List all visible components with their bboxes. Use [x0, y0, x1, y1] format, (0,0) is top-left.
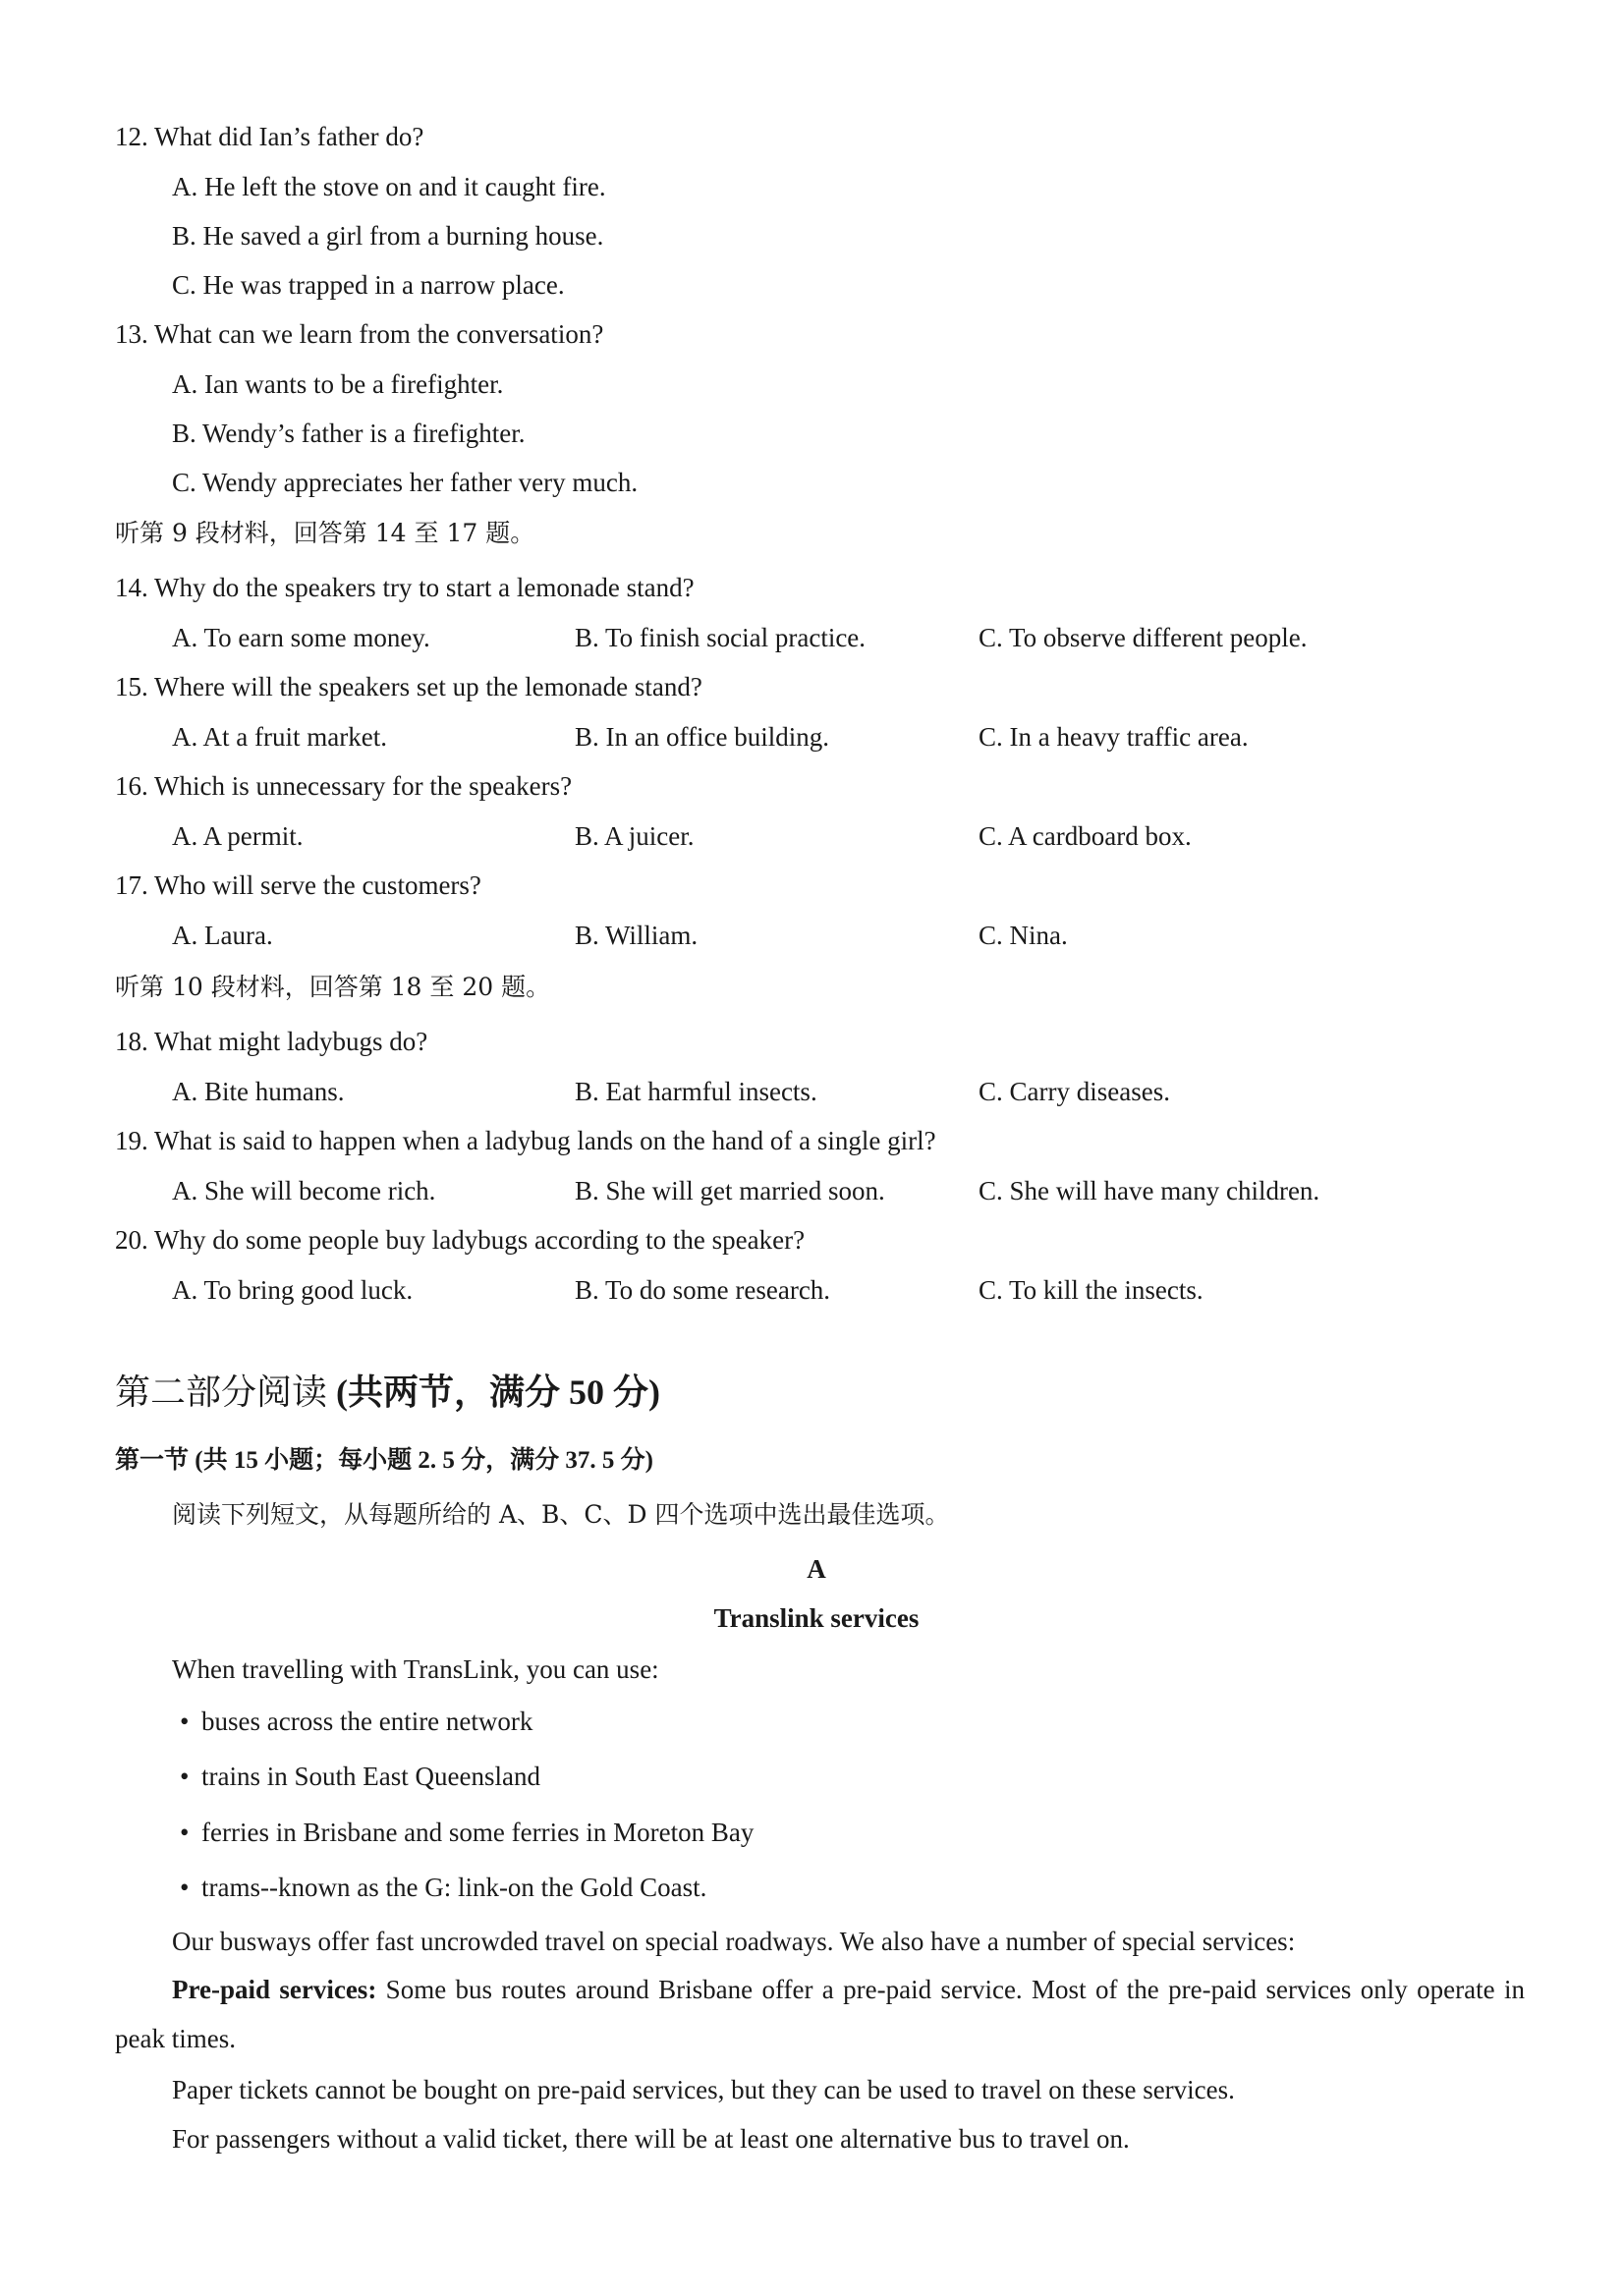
passage-letter: A: [807, 1554, 826, 1584]
question-19-option-a: A. She will become rich.: [172, 1176, 436, 1205]
prepaid-text: Some bus routes around Brisbane offer a pre-paid service. Most of the pre-paid services only operate in peak times.: [115, 1975, 1525, 2053]
question-15-option-a: A. At a fruit market.: [172, 722, 387, 752]
question-13-stem: 13. What can we learn from the conversation?: [115, 319, 604, 349]
bullet-dot: •: [180, 1707, 190, 1736]
part-two-paren-close: 分): [604, 1372, 661, 1412]
busways-paragraph: Our busways offer fast uncrowded travel on special roadways. We also have a number of special services:: [172, 1927, 1296, 1956]
question-14-option-c: C. To observe different people.: [979, 623, 1308, 652]
bullet-item: [180, 1816, 754, 1849]
bullet-item: [180, 1760, 540, 1793]
section-one-heading: [115, 1443, 653, 1478]
bullet-dot: •: [180, 1818, 190, 1847]
section-one-total: 37. 5: [565, 1447, 615, 1474]
paper-tickets-paragraph: Paper tickets cannot be bought on pre-paid services, but they can be used to travel on these services.: [172, 2075, 1235, 2104]
question-17-option-c: C. Nina.: [979, 921, 1068, 950]
part-two-heading: [115, 1370, 660, 1416]
question-13-option-a: A. Ian wants to be a firefighter.: [172, 369, 504, 399]
question-14-stem: 14. Why do the speakers try to start a lemonade stand?: [115, 573, 695, 602]
section-10-instruction: 听第 10 段材料，回答第 18 至 20 题。: [115, 973, 551, 1001]
bullet-text: buses across the entire network: [201, 1707, 533, 1736]
question-15-stem: 15. Where will the speakers set up the lemonade stand?: [115, 672, 702, 701]
question-12-option-b: B. He saved a girl from a burning house.: [172, 221, 604, 251]
question-20-option-c: C. To kill the insects.: [979, 1275, 1203, 1305]
section-one-mid1: 小题；每小题: [257, 1447, 419, 1474]
question-14-option-b: B. To finish social practice.: [575, 623, 867, 652]
question-15-option-c: C. In a heavy traffic area.: [979, 722, 1249, 752]
question-15-option-b: B. In an office building.: [575, 722, 829, 752]
question-16-stem: 16. Which is unnecessary for the speakers?: [115, 771, 573, 801]
question-18-option-b: B. Eat harmful insects.: [575, 1077, 817, 1106]
question-19-stem: 19. What is said to happen when a ladybug lands on the hand of a single girl?: [115, 1126, 936, 1155]
section-one-label: 第一节: [115, 1447, 190, 1474]
question-18-option-c: C. Carry diseases.: [979, 1077, 1170, 1106]
passage-title: Translink services: [713, 1603, 920, 1633]
bullet-item: [180, 1705, 532, 1738]
section-one-count: 15: [233, 1447, 258, 1474]
passage-intro: When travelling with TransLink, you can use:: [172, 1654, 659, 1684]
part-two-paren-open: (共两节，满分: [327, 1372, 570, 1412]
question-18-stem: 18. What might ladybugs do?: [115, 1027, 428, 1056]
part-two-score: 50: [569, 1372, 605, 1412]
section-one-mid2: 分，满分: [454, 1447, 566, 1474]
question-20-stem: 20. Why do some people buy ladybugs according to the speaker?: [115, 1225, 806, 1255]
reading-instruction: 阅读下列短文，从每题所给的 A、B、C、D 四个选项中选出最佳选项。: [172, 1500, 950, 1529]
question-13-option-b: B. Wendy’s father is a firefighter.: [172, 419, 526, 448]
bullet-text: trams--known as the G: link-on the Gold Coast.: [201, 1873, 707, 1902]
question-12-option-a: A. He left the stove on and it caught fire.: [172, 172, 606, 201]
question-20-option-b: B. To do some research.: [575, 1275, 831, 1305]
section-one-each: 2. 5: [418, 1447, 455, 1474]
section-one-close: 分): [614, 1447, 653, 1474]
question-18-option-a: A. Bite humans.: [172, 1077, 345, 1106]
question-17-option-a: A. Laura.: [172, 921, 273, 950]
question-19-option-b: B. She will get married soon.: [575, 1176, 885, 1205]
prepaid-label: Pre-paid services:: [172, 1975, 377, 2004]
question-19-option-c: C. She will have many children.: [979, 1176, 1320, 1205]
bullet-dot: •: [180, 1873, 190, 1902]
prepaid-paragraph: [115, 1965, 1525, 2063]
question-20-option-a: A. To bring good luck.: [172, 1275, 414, 1305]
section-one-open: (共: [189, 1447, 234, 1474]
part-two-title: 第二部分阅读: [115, 1372, 328, 1413]
question-17-stem: 17. Who will serve the customers?: [115, 870, 481, 900]
bullet-item: [180, 1871, 706, 1904]
bullet-text: trains in South East Queensland: [201, 1762, 540, 1791]
bullet-text: ferries in Brisbane and some ferries in Moreton Bay: [201, 1818, 755, 1847]
alternative-bus-paragraph: For passengers without a valid ticket, there will be at least one alternative bus to travel on.: [172, 2124, 1130, 2154]
section-9-instruction: 听第 9 段材料，回答第 14 至 17 题。: [115, 519, 535, 547]
question-16-option-a: A. A permit.: [172, 821, 304, 851]
question-14-option-a: A. To earn some money.: [172, 623, 430, 652]
question-12-stem: 12. What did Ian’s father do?: [115, 122, 424, 151]
question-13-option-c: C. Wendy appreciates her father very much.: [172, 468, 639, 497]
question-12-option-c: C. He was trapped in a narrow place.: [172, 270, 565, 300]
question-16-option-b: B. A juicer.: [575, 821, 695, 851]
bullet-dot: •: [180, 1762, 190, 1791]
question-17-option-b: B. William.: [575, 921, 699, 950]
question-16-option-c: C. A cardboard box.: [979, 821, 1192, 851]
